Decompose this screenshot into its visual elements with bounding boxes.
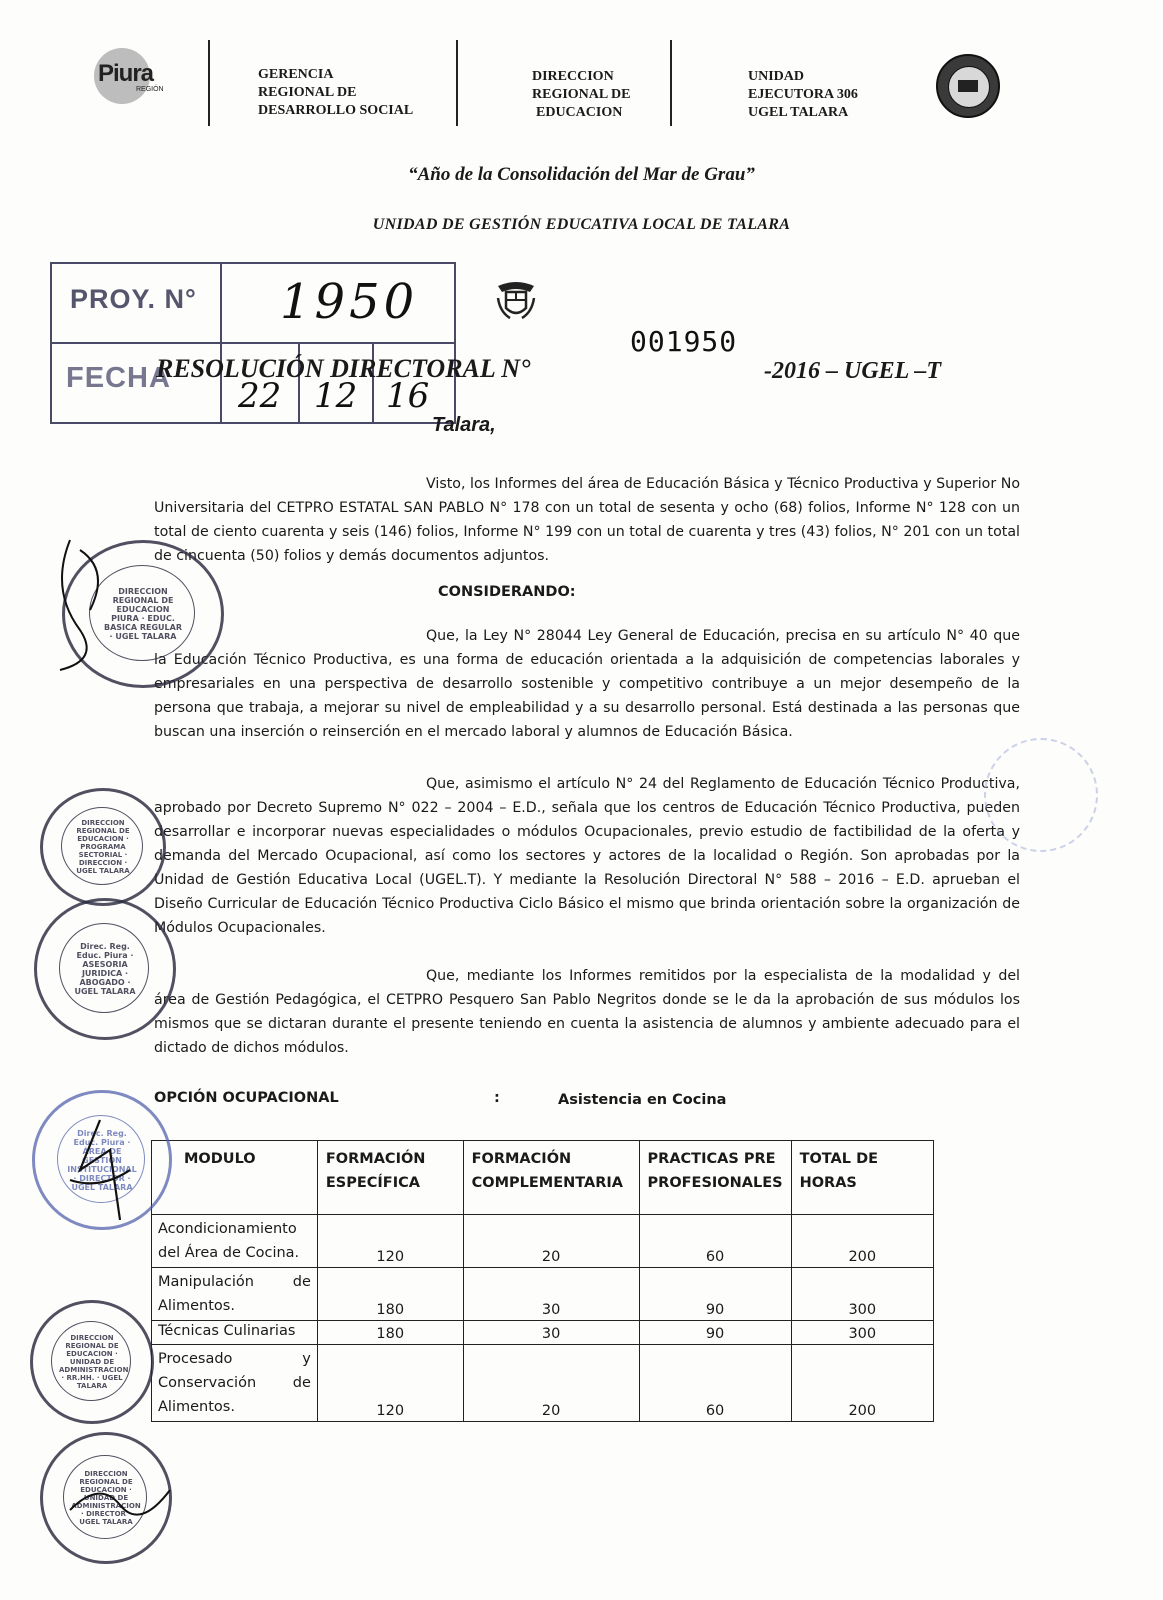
cell-especifica: 180: [317, 1321, 463, 1345]
cell-complementaria: 20: [463, 1215, 639, 1268]
resolution-suffix: -2016 – UGEL –T: [764, 358, 942, 384]
header-line: EJECUTORA 306: [748, 87, 858, 102]
resolution-place: Talara,: [432, 414, 496, 436]
cell-practicas: 60: [639, 1215, 791, 1268]
signature-mark: [60, 1470, 180, 1530]
cell-practicas: 60: [639, 1345, 791, 1422]
fecha-day: 22: [238, 376, 282, 416]
stamp-inner-ring: [51, 1321, 131, 1401]
ugel-seal-icon: [936, 54, 1000, 118]
header-line: GERENCIA: [258, 67, 334, 82]
header-line: UNIDAD: [748, 69, 804, 84]
table-row: [152, 1215, 934, 1268]
fecha-year: 16: [386, 376, 430, 416]
table-row: [152, 1268, 934, 1321]
cell-total: 200: [791, 1345, 933, 1422]
header-gerencia: [258, 66, 413, 120]
proy-stamp-box: [50, 262, 456, 424]
logo-sub: REGIÓN: [136, 86, 164, 93]
cell-especifica: 120: [317, 1215, 463, 1268]
resolution-number: 001950: [630, 325, 738, 358]
cell-total: 200: [791, 1215, 933, 1268]
header-practicas: PRACTICAS PRE PROFESIONALES: [639, 1141, 791, 1215]
header-divider: [456, 40, 458, 126]
header-line: REGIONAL DE: [532, 87, 631, 102]
header-line: DESARROLLO SOCIAL: [258, 103, 414, 118]
cell-complementaria: 30: [463, 1268, 639, 1321]
stamp-inner-ring: [61, 807, 143, 885]
considerando-heading: CONSIDERANDO:: [438, 584, 576, 600]
fecha-label: FECHA: [66, 362, 171, 394]
table-header-row: [152, 1141, 934, 1215]
header-total: TOTAL DE HORAS: [791, 1141, 933, 1215]
opcion-value: Asistencia en Cocina: [558, 1092, 727, 1108]
cell-modulo: Técnicas Culinarias: [152, 1321, 318, 1345]
seal-book-icon: [958, 80, 978, 92]
coat-of-arms-icon: [494, 278, 538, 322]
piura-logo: [92, 48, 170, 108]
header-direccion: [532, 68, 630, 122]
faint-stamp: [984, 738, 1098, 852]
table-row: [152, 1345, 934, 1422]
proy-col-divider: [220, 264, 222, 422]
proy-label: PROY. N°: [70, 284, 197, 314]
resolution-title: RESOLUCIÓN DIRECTORAL N°: [156, 354, 531, 383]
cell-modulo: Procesado y Conservación de Alimentos.: [152, 1345, 318, 1422]
stamp-text: Direc. Reg. Educ. Piura · ASESORIA JURIDICA · ABOGADO · UGEL TALARA: [74, 942, 136, 996]
header-unidad: [748, 68, 858, 122]
cell-complementaria: 20: [463, 1345, 639, 1422]
opcion-label: OPCIÓN OCUPACIONAL: [154, 1090, 339, 1106]
signature-mark: [40, 530, 150, 680]
considerando-paragraph-2: Que, asimismo el artículo N° 24 del Reglamento de Educación Técnico Productiva, aprobado por Decreto Supremo N° 022 – 2004 – E.D., señala que los centros de Educación Técnico Productiva, pueden desarrollar e incorporar nuevas especialidades o módulos Ocupacionales, previo estudio de factibilidad de la oferta y demanda del Mercado Ocupacional, así como los sectores y actores de la localidad o Región. Son aprobadas por la Unidad de Gestión Educativa Local (UGEL.T). Y mediante la Resolución Directoral N° 588 – 2016 – E.D. aprueban el Diseño Curricular de Educación Técnico Productiva Ciclo Básico el mismo que brinda orientación sobre la organización de Módulos Ocupacionales.: [154, 776, 1020, 936]
cell-especifica: 120: [317, 1345, 463, 1422]
header-complementaria: FORMACIÓN COMPLEMENTARIA: [463, 1141, 639, 1215]
considerando-paragraph-1: Que, la Ley N° 28044 Ley General de Educación, precisa en su artículo N° 40 que la Educación Técnico Productiva, es una forma de educación orientada a la adquisición de competencias laborales y empresariales en una perspectiva de desarrollo sostenible y competitivo contribuye a un mejor desempeño de la persona que trabaja, a mejorar su nivel de empleabilidad y a su desarrollo personal. Está destinada a las personas que buscan una inserción o reinserción en el mercado laboral y alumnos de Educación Básica.: [154, 628, 1020, 740]
logo-text: Piura: [98, 60, 154, 87]
modules-table: [151, 1140, 934, 1422]
stamp-asesoria-juridica: [34, 898, 176, 1040]
table-row: [152, 1321, 934, 1345]
proy-number: 1950: [280, 274, 419, 330]
signature-mark: [60, 1110, 150, 1230]
visto-paragraph: Visto, los Informes del área de Educación Básica y Técnico Productiva y Superior No Universitaria del CETPRO ESTATAL SAN PABLO N° 178 con un total de sesenta y ocho (68) folios, Informe N° 128 con un total de ciento cuarenta y seis (146) folios, Informe N° 199 con un total de cuarenta y tres (43) folios, N° 201 con un total de cincuenta (50) folios y demás documentos adjuntos.: [154, 476, 1020, 564]
unit-title: UNIDAD DE GESTIÓN EDUCATIVA LOCAL DE TALARA: [372, 216, 791, 233]
header-line: DIRECCION: [532, 69, 614, 84]
stamp-inner-ring: [59, 923, 149, 1013]
header-divider: [208, 40, 210, 126]
proy-row-divider: [52, 342, 454, 344]
cell-modulo: Manipulación de Alimentos.: [152, 1268, 318, 1321]
cell-practicas: 90: [639, 1268, 791, 1321]
header-especifica: FORMACIÓN ESPECÍFICA: [317, 1141, 463, 1215]
cell-total: 300: [791, 1268, 933, 1321]
stamp-text: DIRECCION REGIONAL DE EDUCACION · UNIDAD DE ADMINISTRACION · DIRECTOR · UGEL TALARA: [71, 1470, 141, 1526]
year-motto: “Año de la Consolidación del Mar de Grau”: [408, 164, 755, 185]
header-line: UGEL TALARA: [748, 105, 849, 120]
fecha-month: 12: [314, 376, 358, 416]
stamp-programa-sectorial: [40, 788, 166, 906]
opcion-colon: :: [494, 1090, 500, 1106]
stamp-text: Direc. Reg. Educ. Piura · ÁREA DE GESTIÓN INSTITUCIONAL · DIRECTOR · UGEL TALARA: [67, 1128, 137, 1192]
coat-of-arms-svg: [494, 278, 538, 322]
stamp-text: DIRECCION REGIONAL DE EDUCACION · PROGRAMA SECTORIAL · DIRECCION · UGEL TALARA: [76, 819, 130, 875]
stamp-text: DIRECCION REGIONAL DE EDUCACION · UNIDAD DE ADMINISTRACION · RR.HH. · UGEL TALARA: [59, 1334, 129, 1390]
cell-modulo: Acondicionamiento del Área de Cocina.: [152, 1215, 318, 1268]
cell-especifica: 180: [317, 1268, 463, 1321]
header-line: EDUCACION: [536, 105, 623, 120]
header-divider: [670, 40, 672, 126]
considerando-paragraph-3: Que, mediante los Informes remitidos por la especialista de la modalidad y del área de Gestión Pedagógica, el CETPRO Pesquero San Pablo Negritos donde se le da la aprobación de sus módulos los mismos que se dictaran durante el presente teniendo en cuenta la asistencia de alumnos y ambiente adecuado para el dictado de dichos módulos.: [154, 968, 1020, 1056]
stamp-rrhh: [30, 1300, 154, 1424]
header-line: REGIONAL DE: [258, 85, 357, 100]
cell-complementaria: 30: [463, 1321, 639, 1345]
header-modulo: MODULO: [152, 1141, 318, 1215]
cell-total: 300: [791, 1321, 933, 1345]
cell-practicas: 90: [639, 1321, 791, 1345]
stamp-text: DIRECCION REGIONAL DE EDUCACION PIURA · EDUC. BASICA REGULAR · UGEL TALARA: [103, 587, 182, 641]
